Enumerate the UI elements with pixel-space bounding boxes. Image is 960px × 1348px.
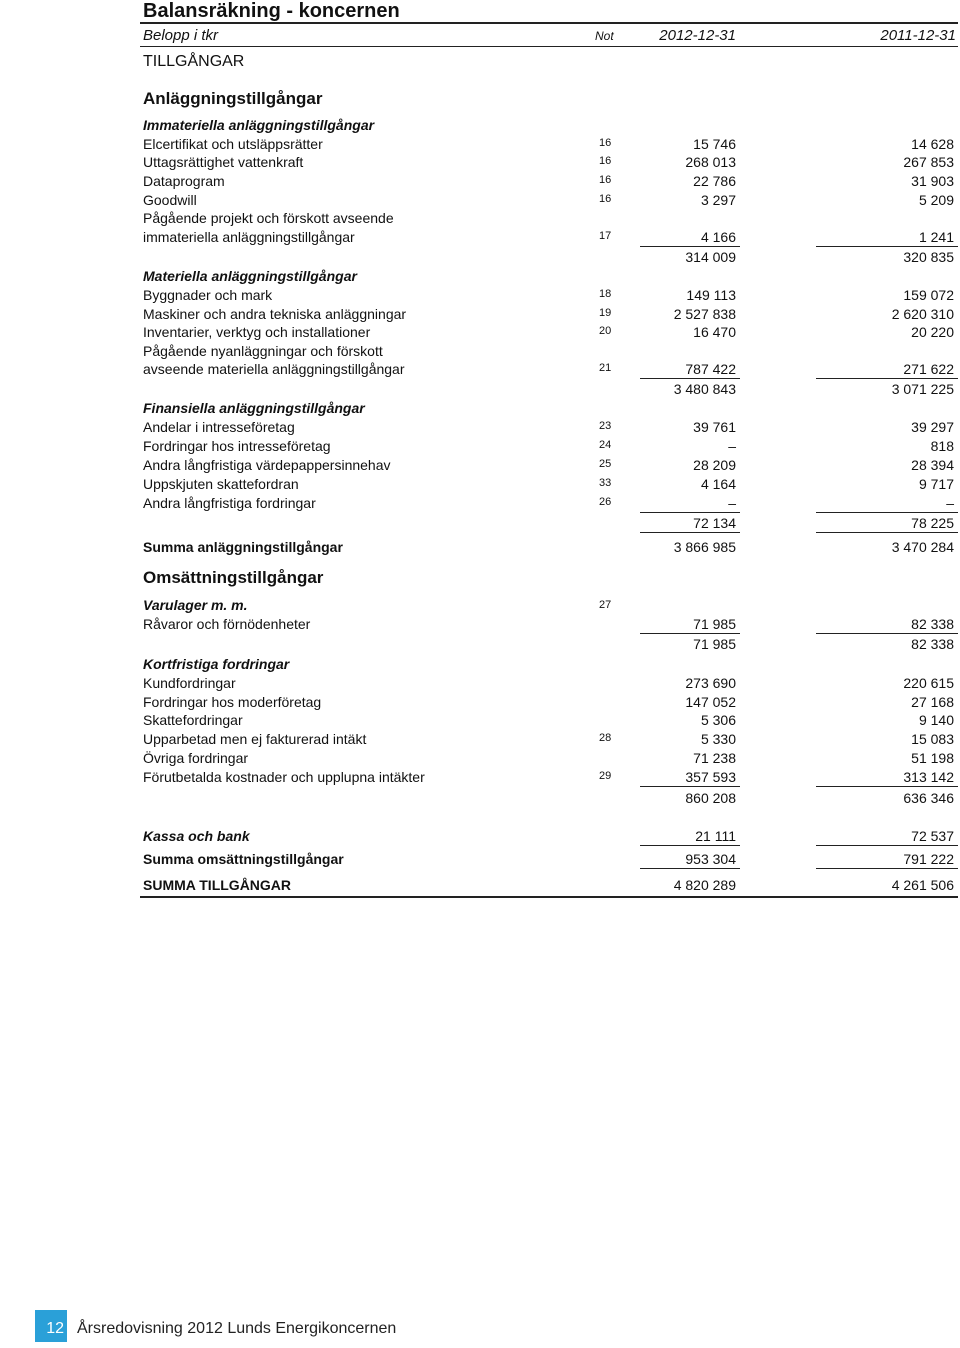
subsection-varulager: Varulager m. m. xyxy=(143,597,248,613)
column-header xyxy=(140,22,958,47)
table-row: Maskiner och andra tekniska anläggningar 19 2 527 838 2 620 310 xyxy=(143,306,954,322)
table-row: Inventarier, verktyg och installationer 20 16 470 20 220 xyxy=(143,324,954,340)
table-row: Råvaror och förnödenheter 71 985 82 338 xyxy=(143,616,954,632)
subtotal-row: 860 208 636 346 xyxy=(685,790,954,806)
subsection-kortfristiga: Kortfristiga fordringar xyxy=(143,656,290,672)
subtotal-row: 314 009 320 835 xyxy=(685,249,954,265)
subtotal-row: 72 134 78 225 xyxy=(140,515,958,533)
page-footer xyxy=(0,1310,960,1342)
section-anlaggning: Anläggningstillgångar xyxy=(143,89,323,108)
subsection-materiella: Materiella anläggningstillgångar xyxy=(143,268,357,284)
table-row: Pågående projekt och förskott avseende xyxy=(143,210,394,226)
table-row: Andra långfristiga fordringar 26 – – xyxy=(143,495,954,511)
section-tillgangar: TILLGÅNGAR xyxy=(143,53,245,70)
table-row: Uttagsrättighet vattenkraft 16 268 013 267 853 xyxy=(143,154,954,170)
subsection-immateriella: Immateriella anläggningstillgångar xyxy=(143,117,375,133)
table-row: Förutbetalda kostnader och upplupna intäkter 29 357 593 313 142 xyxy=(143,769,954,785)
footer-text: Årsredovisning 2012 Lunds Energikoncernen xyxy=(77,1320,397,1337)
page-title: Balansräkning - koncernen xyxy=(143,0,400,22)
section-omsattning: Omsättningstillgångar xyxy=(143,568,324,587)
table-row: Fordringar hos intresseföretag 24 – 818 xyxy=(143,438,954,454)
table-row: Goodwill 16 3 297 5 209 xyxy=(143,192,954,208)
summa-anlaggning-row: Summa anläggningstillgångar 3 866 985 3 470 284 xyxy=(143,539,954,555)
table-row: Uppskjuten skattefordran 33 4 164 9 717 xyxy=(143,476,954,492)
table-row: Dataprogram 16 22 786 31 903 xyxy=(143,173,954,189)
summa-omsattning-row: Summa omsättningstillgångar 953 304 791 222 xyxy=(143,851,954,867)
table-row: Andra långfristiga värdepappersinnehav 25 28 209 28 394 xyxy=(143,457,954,473)
table-row: Byggnader och mark 18 149 113 159 072 xyxy=(143,287,954,303)
header-label: Belopp i tkr xyxy=(143,27,219,44)
header-col2: 2011-12-31 xyxy=(880,27,956,44)
header-not: Not xyxy=(595,29,614,43)
subsection-finansiella: Finansiella anläggningstillgångar xyxy=(143,400,365,416)
table-row: Pågående nyanläggningar och förskott xyxy=(143,343,383,359)
summa-tillgangar-row: SUMMA TILLGÅNGAR 4 820 289 4 261 506 xyxy=(143,877,954,893)
table-row: immateriella anläggningstillgångar 17 4 166 1 241 xyxy=(143,229,954,245)
table-row: 27 xyxy=(599,599,612,611)
header-col1: 2012-12-31 xyxy=(659,27,736,44)
table-row: avseende materiella anläggningstillgångar 21 787 422 271 622 xyxy=(143,361,954,377)
table-row: Övriga fordringar 71 238 51 198 xyxy=(143,750,954,766)
subtotal-row: 3 480 843 3 071 225 xyxy=(673,381,954,397)
table-row: Fordringar hos moderföretag 147 052 27 168 xyxy=(143,694,954,710)
table-row: Skattefordringar 5 306 9 140 xyxy=(143,712,954,728)
page-number: 12 xyxy=(35,1310,67,1342)
bottom-divider xyxy=(140,896,958,898)
table-row: Elcertifikat och utsläppsrätter 16 15 746 14 628 xyxy=(143,136,954,152)
subtotal-row: 71 985 82 338 xyxy=(693,636,954,652)
table-row: Upparbetad men ej fakturerad intäkt 28 5 330 15 083 xyxy=(143,731,954,747)
table-row: Kundfordringar 273 690 220 615 xyxy=(143,675,954,691)
table-row: Andelar i intresseföretag 23 39 761 39 297 xyxy=(143,419,954,435)
kassa-row: Kassa och bank 21 111 72 537 xyxy=(143,828,954,844)
